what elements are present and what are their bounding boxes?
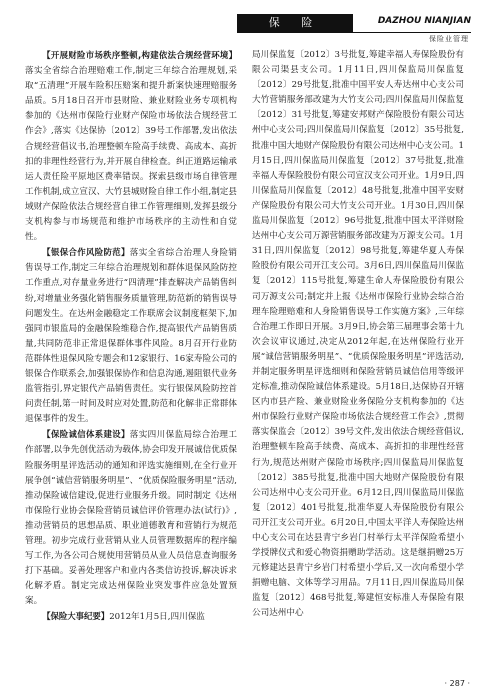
article-body: 落实全省综合治理赔难工作,制定三年综合治理规划,采取“五清理”开展车险积压赔案和提升新案快速理赔服务品质。5月18日召开市县财险、兼业财险业务专项机构参加的《达州市保险行业财产保险市场依法合规经营工作会》,落实《达保协〔2012〕39号工作部署,发出依法合规经营倡议书,治理整顿车险高手续费、高成本、高折扣的非理性经营行为,并开展自律检查。纠正道路运输承运人责任险平原地区费率错误。探索县级市场自律管理工作机制,成立宣汉、大竹县城财险自律工作小组,制定县域财产保险依法合规经营自律工作管理细则,发挥县级分支机构参与市场规范和维护市场秩序的主动性和自觉性。 [25,66,237,243]
page-number: · 287 · [444,679,470,688]
header-subsection: 保险业管理 [429,35,469,43]
article-heading: 【保险大事纪要】 [42,611,110,622]
page-header [237,14,471,32]
article-paragraph [25,48,237,245]
article-paragraph [25,245,237,427]
article-heading: 【保险诚信体系建设】 [42,429,130,440]
article-paragraph [25,609,237,625]
header-section-title: 保 险 [268,16,322,29]
article-body: 落实全省综合治理人身险销售误导工作,制定三年综合治理规划和群体退保风险防控工作重点,对存量业务进行“四清理”排查解决产品销售纠纷,对增量业务强化销售服务质量管理,防范新的销售误导问题发生。在达州金融稳定工作联席会议制度框架下,加强同市银监局的金融保险维稳合作,提高银代产品销售质量,共同防范非正常退保群体事件风险。8月召开行业防范群体性退保风险专题会和12家银行、16家寿险公司的银保合作联系会,加强银保协作和信息沟通,遏阻银代业务监管指引,界定银代产品销售责任。实行银保风险防控首问责任制,第一时间及时应对处置,防范和化解非正常群体退保事件的发生。 [25,248,237,425]
article-heading: 【开展财险市场秩序整顿,构建依法合规经营环境】 [42,50,237,60]
article-body: 2012年1月5日,四川保监 [109,612,205,623]
right-column [252,48,464,676]
events-continuation: 局川保监复〔2012〕3号批复,筹建幸福人寿保险股份有限公司渠县支公司。1月11日,四川保监局川保监复〔2012〕29号批复,批准中国平安人寿达州中心支公司大竹营销服务部改建为大竹支公司;四川保监局川保监复〔2012〕31号批复,筹建安邦财产保险股份有限公司达州中心支公司;四川保监局川保监复〔2012〕35号批复,批准中国大地财产保险股份有限公司达州中心支公司。1月15日,四川保监局川保监复〔2012〕37号批复,批准幸福人寿保险股份有限公司宣汉支公司开业。1月9日,四川保监局川保监复〔2012〕48号批复,批准中国平安财产保险股份有限公司大竹支公司开业。1月30日,四川保监局川保监复〔2012〕96号批复,批准中国太平洋财险达州中心支公司万源营销服务部改建为万源支公司。1月31日,四川保监复〔2012〕98号批复,筹建华夏人寿保险股份有限公司开江支公司。3月6日,四川保监局川保监复〔2012〕115号批复,筹建生命人寿保险股份有限公司万源支公司;制定并上报《达州市保险行业协会综合治理车险理赔难和人身险销售误导工作实施方案》,三年综合治理工作即日开展。3月9日,协会第三届理事会第十九次会议审议通过,决定从2012年起,在达州保险行业开展“诚信营销服务明星”、“优质保险服务明星”评选活动,并制定服务明星评选细则和保险营销员诚信信用等级评定标准,推动保险诚信体系建设。5月18日,达保协召开辖区内市县产险、兼业财险业务保险分支机构参加的《达州市保险行业财产保险市场依法合规经营工作会》,贯彻落实保监会〔2012〕39号文件,发出依法合规经营倡议,治理整顿车险高手续费、高成本、高折扣的非理性经营行为,规范达州财产保险市场秩序;四川保监局川保监复〔2012〕385号批复,批准中国大地财产保险股份有限公司达州中心支公司开业。6月12日,四川保监局川保监复〔2012〕401号批复,批准华夏人寿保险股份有限公司开江支公司开业。6月20日,中国太平洋人寿保险达州中心支公司在达县青宁乡岩门村举行太平洋保险希望小学授牌仪式和爱心物资捐赠助学活动。这是继捐赠25万元修建达县青宁乡岩门村希望小学后,又一次向希望小学捐赠电脑、文体等学习用品。7月11日,四川保监局川保监复〔2012〕468号批复,筹建恒安标准人寿保险有限公司达州中心 [252,50,464,619]
header-rule [237,32,471,33]
left-column [25,48,237,676]
header-yearbook-title: DAZHOU NIANJIAN [377,16,471,26]
article-heading: 【银保合作风险防范】 [42,247,130,258]
article-paragraph [25,427,237,609]
article-body: 落实四川保监局综合治理工作部署,以争先创优活动为载体,协会印发开展诚信优质保险服务明星评选活动的通知和评选实施细则,在全行业开展争创“诚信营销服务明星”、“优质保险服务明星”活动,推动保险诚信建设,促进行业服务升级。同时制定《达州市保险行业协会保险营销员诚信评价管理办法(试行)》,推动营销员的思想品质、职业道德教育和营销行为规范管理。初步完成行业营销从业人员管理数据库的程序编写工作,为各公司合规使用营销员从业人员信息查询服务打下基础。妥善处理客户和业内各类信访投诉,解决诉求化解矛盾。制定完成达州保险业突发事件应急处置预案。 [25,430,237,607]
